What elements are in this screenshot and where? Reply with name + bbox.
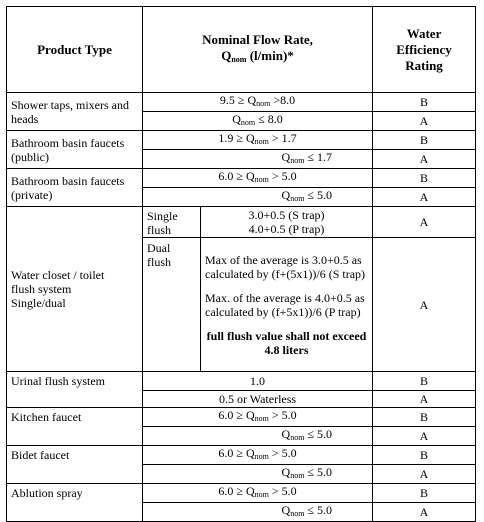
- rating-cell: B: [373, 131, 476, 150]
- table-row: [7, 93, 476, 112]
- rating-cell: B: [373, 93, 476, 112]
- flow-cell: $Q_{nom} \le 5.0$: [143, 188, 373, 207]
- flow-cell: $Q_{nom} \le 5.0$: [143, 465, 373, 484]
- rating-cell: A: [373, 112, 476, 131]
- product-kitchen: Kitchen faucet: [7, 408, 143, 446]
- rating-cell: B: [373, 169, 476, 188]
- flow-cell: $1.9 \ge Q_{nom} > 1.7$: [143, 131, 373, 150]
- flow-cell: $Q_{nom} \le 5.0$: [143, 503, 373, 522]
- header-rating: Water Efficiency Rating: [373, 7, 476, 93]
- flow-cell: $Q_{nom} \le 5.0$: [143, 427, 373, 446]
- dual-flush-label: Dual flush: [143, 238, 201, 372]
- product-basin-private: Bathroom basin faucets (private): [7, 169, 143, 207]
- product-urinal: Urinal flush system: [7, 372, 143, 408]
- table-row: [7, 131, 476, 150]
- product-bidet: Bidet faucet: [7, 446, 143, 484]
- rating-cell: A: [373, 238, 476, 372]
- flow-cell: 0.5 or Waterless: [143, 391, 373, 408]
- table-row: [7, 484, 476, 503]
- flow-rate-table: [6, 6, 476, 522]
- dual-flush-description: Max of the average is 3.0+0.5 as calculated by (f+(5x1))/6 (S trap) Max. of the average is 4.0+0.5 as calculated by (f+5x1))/6 (P trap) full flush value shall not exceed 4.8 liters: [201, 238, 373, 372]
- rating-cell: B: [373, 484, 476, 503]
- flow-cell: $6.0 \ge Q_{nom} > 5.0$: [143, 408, 373, 427]
- table-row: [7, 372, 476, 391]
- rating-cell: A: [373, 427, 476, 446]
- product-shower: Shower taps, mixers and heads: [7, 93, 143, 131]
- single-flush-values: 3.0+0.5 (S trap) 4.0+0.5 (P trap): [201, 207, 373, 238]
- table-row: [7, 408, 476, 427]
- product-water-closet: Water closet / toilet flush system Single/dual: [7, 207, 143, 372]
- flow-cell: $6.0 \ge Q_{nom} > 5.0$: [143, 484, 373, 503]
- table-row: [7, 446, 476, 465]
- product-basin-public: Bathroom basin faucets (public): [7, 131, 143, 169]
- table-row: [7, 169, 476, 188]
- header-row: [7, 7, 476, 93]
- single-flush-label: Single flush: [143, 207, 201, 238]
- flow-cell: $6.0 \ge Q_{nom} > 5.0$: [143, 169, 373, 188]
- flow-cell: 1.0: [143, 372, 373, 391]
- flow-cell: $Q_{nom} \le 8.0$: [143, 112, 373, 131]
- rating-cell: A: [373, 465, 476, 484]
- rating-cell: A: [373, 503, 476, 522]
- rating-cell: B: [373, 372, 476, 391]
- flow-cell: $6.0 \ge Q_{nom} > 5.0$: [143, 446, 373, 465]
- rating-cell: B: [373, 408, 476, 427]
- flow-cell: $9.5 \ge Q_{nom} >8.0$: [143, 93, 373, 112]
- header-flow-rate: Nominal Flow Rate, $Q_{nom}$ (l/min)*: [143, 7, 373, 93]
- rating-cell: A: [373, 391, 476, 408]
- table-row: [7, 207, 476, 238]
- rating-cell: A: [373, 150, 476, 169]
- product-ablution: Ablution spray: [7, 484, 143, 522]
- rating-cell: A: [373, 207, 476, 238]
- rating-cell: A: [373, 188, 476, 207]
- rating-cell: B: [373, 446, 476, 465]
- header-product-type: Product Type: [7, 7, 143, 93]
- flow-cell: $Q_{nom} \le 1.7$: [143, 150, 373, 169]
